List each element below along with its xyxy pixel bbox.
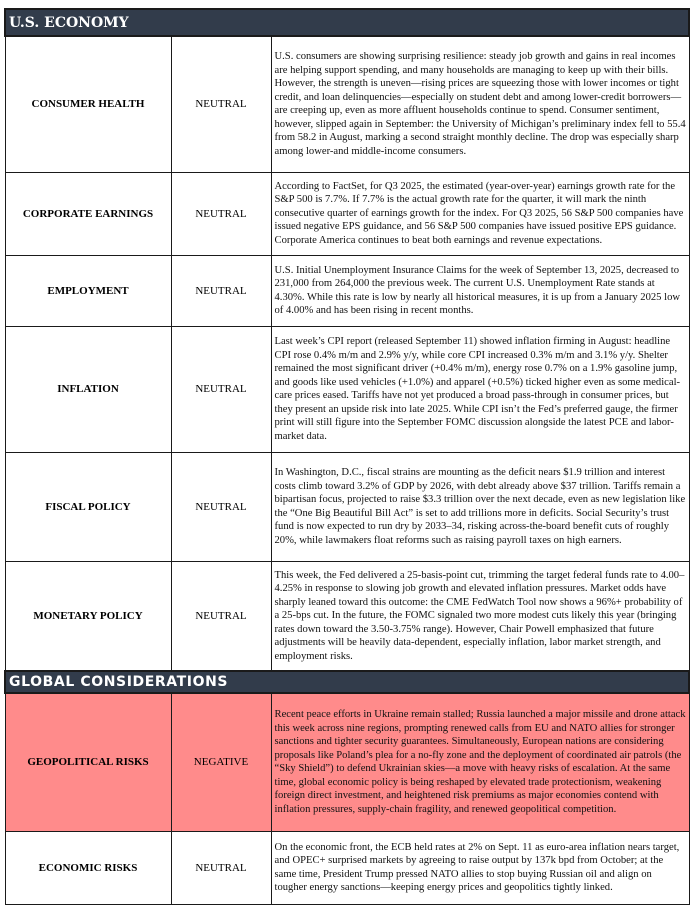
table-row-monetary-policy bbox=[5, 561, 689, 671]
description-text: According to FactSet, for Q3 2025, the estimated (year-over-year) earnings growth rate for the S&P 500 is 7.7%. If 7.7% is the actual growth rate for the quarter, it will mark the ninth consecutive quarter of earnings growth for the index. For Q3 2025, 56 S&P 500 companies have issued negative EPS guidance, and 56 S&P 500 companies have issued positive EPS guidance. Corporate America continues to beat both earnings and revenue expectations. bbox=[271, 172, 689, 255]
category-label: EMPLOYMENT bbox=[5, 255, 171, 326]
table-row-consumer-health bbox=[5, 36, 689, 172]
table-row-corporate-earnings bbox=[5, 172, 689, 255]
economic-outlook-table-wrapper bbox=[4, 8, 688, 905]
sentiment-badge: NEUTRAL bbox=[171, 255, 271, 326]
category-label: MONETARY POLICY bbox=[5, 561, 171, 671]
section-header-global-considerations bbox=[5, 671, 689, 693]
sentiment-badge: NEUTRAL bbox=[171, 326, 271, 452]
table-row-inflation bbox=[5, 326, 689, 452]
description-text: Recent peace efforts in Ukraine remain stalled; Russia launched a major missile and drone attack this week across nine regions, prompting renewed calls from EU and NATO allies for stronger sanctions and tighter security guarantees. Simultaneously, European nations are considering proposals like Poland’s plea for a no-fly zone and the deployment of coordinated air patrols (the “Sky Shield”) to defend Ukrainian skies—a move with heavy risks of escalation. At the same time, global economic policy is being reshaped by elevated trade protectionism, weakening foreign direct investment, and heightened risk premiums as major economies contend with inflation pressures, supply-chain fragility, and renewed geopolitical competition. bbox=[271, 693, 689, 831]
category-label: CORPORATE EARNINGS bbox=[5, 172, 171, 255]
description-text: On the economic front, the ECB held rates at 2% on Sept. 11 as euro-area inflation nears target, and OPEC+ surprised markets by agreeing to raise output by 137k bpd from October; at the same time, President Trump pressed NATO allies to stop buying Russian oil and align on tougher energy sanctions—keeping energy prices and geopolitics tightly linked. bbox=[271, 831, 689, 904]
sentiment-badge: NEUTRAL bbox=[171, 831, 271, 904]
category-label: INFLATION bbox=[5, 326, 171, 452]
description-text: U.S. consumers are showing surprising resilience: steady job growth and gains in real incomes are helping support spending, and many households are managing to keep up with their bills. However, the strength is uneven—rising prices are squeezing those with lower incomes or tight credit, and loan delinquencies—especially on student debt and among lower-credit borrowers—are creeping up, even as more affluent households continue to spend. Consumer sentiment, however, slipped again in September: the University of Michigan’s preliminary index fell to 55.4 from 58.2 in August, marking a second straight monthly decline. The drop was especially sharp among lower-and middle-income consumers. bbox=[271, 36, 689, 172]
category-label: CONSUMER HEALTH bbox=[5, 36, 171, 172]
sentiment-badge: NEGATIVE bbox=[171, 693, 271, 831]
table-row-geopolitical-risks bbox=[5, 693, 689, 831]
sentiment-badge: NEUTRAL bbox=[171, 36, 271, 172]
category-label: ECONOMIC RISKS bbox=[5, 831, 171, 904]
table-row-fiscal-policy bbox=[5, 452, 689, 561]
economic-outlook-table bbox=[4, 8, 690, 905]
section-title: U.S. ECONOMY bbox=[5, 9, 689, 36]
sentiment-badge: NEUTRAL bbox=[171, 561, 271, 671]
section-header-us-economy bbox=[5, 9, 689, 36]
description-text: This week, the Fed delivered a 25-basis-point cut, trimming the target federal funds rate to 4.00–4.25% in response to slowing job growth and elevated inflation pressures. Market odds have sharply leaned toward this outcome: the CME FedWatch Tool now shows a 96%+ probability of a 25-bps cut. In the future, the FOMC signaled two more modest cuts likely this year (bringing rates down toward the 3.50-3.75% range). However, Chair Powell emphasized that future adjustments will be heavily data-dependent, especially inflation, labor market strength, and employment risks. bbox=[271, 561, 689, 671]
description-text: In Washington, D.C., fiscal strains are mounting as the deficit nears $1.9 trillion and interest costs climb toward 3.2% of GDP by 2026, with debt already above $37 trillion. Tariffs remain a bipartisan focus, projected to raise $3.3 trillion over the next decade, even as new legislation like the “One Big Beautiful Bill Act” is set to add trillions more in deficits. Social Security’s trust fund is now expected to run dry by 2033–34, risking across-the-board benefit cuts of roughly 20%, while lawmakers float reforms such as raising payroll taxes on high earners. bbox=[271, 452, 689, 561]
table-row-employment bbox=[5, 255, 689, 326]
section-title: GLOBAL CONSIDERATIONS bbox=[5, 671, 689, 693]
sentiment-badge: NEUTRAL bbox=[171, 452, 271, 561]
table-row-economic-risks bbox=[5, 831, 689, 904]
description-text: U.S. Initial Unemployment Insurance Claims for the week of September 13, 2025, decreased to 231,000 from 264,000 the previous week. The current U.S. Unemployment Rate stands at 4.30%. While this rate is low by nearly all historical measures, it is up from a January 2025 low of 4.00% and has been rising in recent months. bbox=[271, 255, 689, 326]
category-label: GEOPOLITICAL RISKS bbox=[5, 693, 171, 831]
category-label: FISCAL POLICY bbox=[5, 452, 171, 561]
sentiment-badge: NEUTRAL bbox=[171, 172, 271, 255]
description-text: Last week’s CPI report (released September 11) showed inflation firming in August: headline CPI rose 0.4% m/m and 2.9% y/y, while core CPI increased 0.3% m/m and 3.1% y/y. Shelter remained the most significant driver (+0.4% m/m), energy rose 0.7% on a 1.9% gasoline jump, and goods like used vehicles (+1.0%) and apparel (+0.5%) ticked higher even as some medical-care prices eased. Tariffs have not yet produced a broad pass-through in consumer prices, but they present an upside risk into late 2025. While CPI isn’t the Fed’s preferred gauge, the firmer print will still figure into the September FOMC discussion alongside the latest PCE and labor-market data. bbox=[271, 326, 689, 452]
